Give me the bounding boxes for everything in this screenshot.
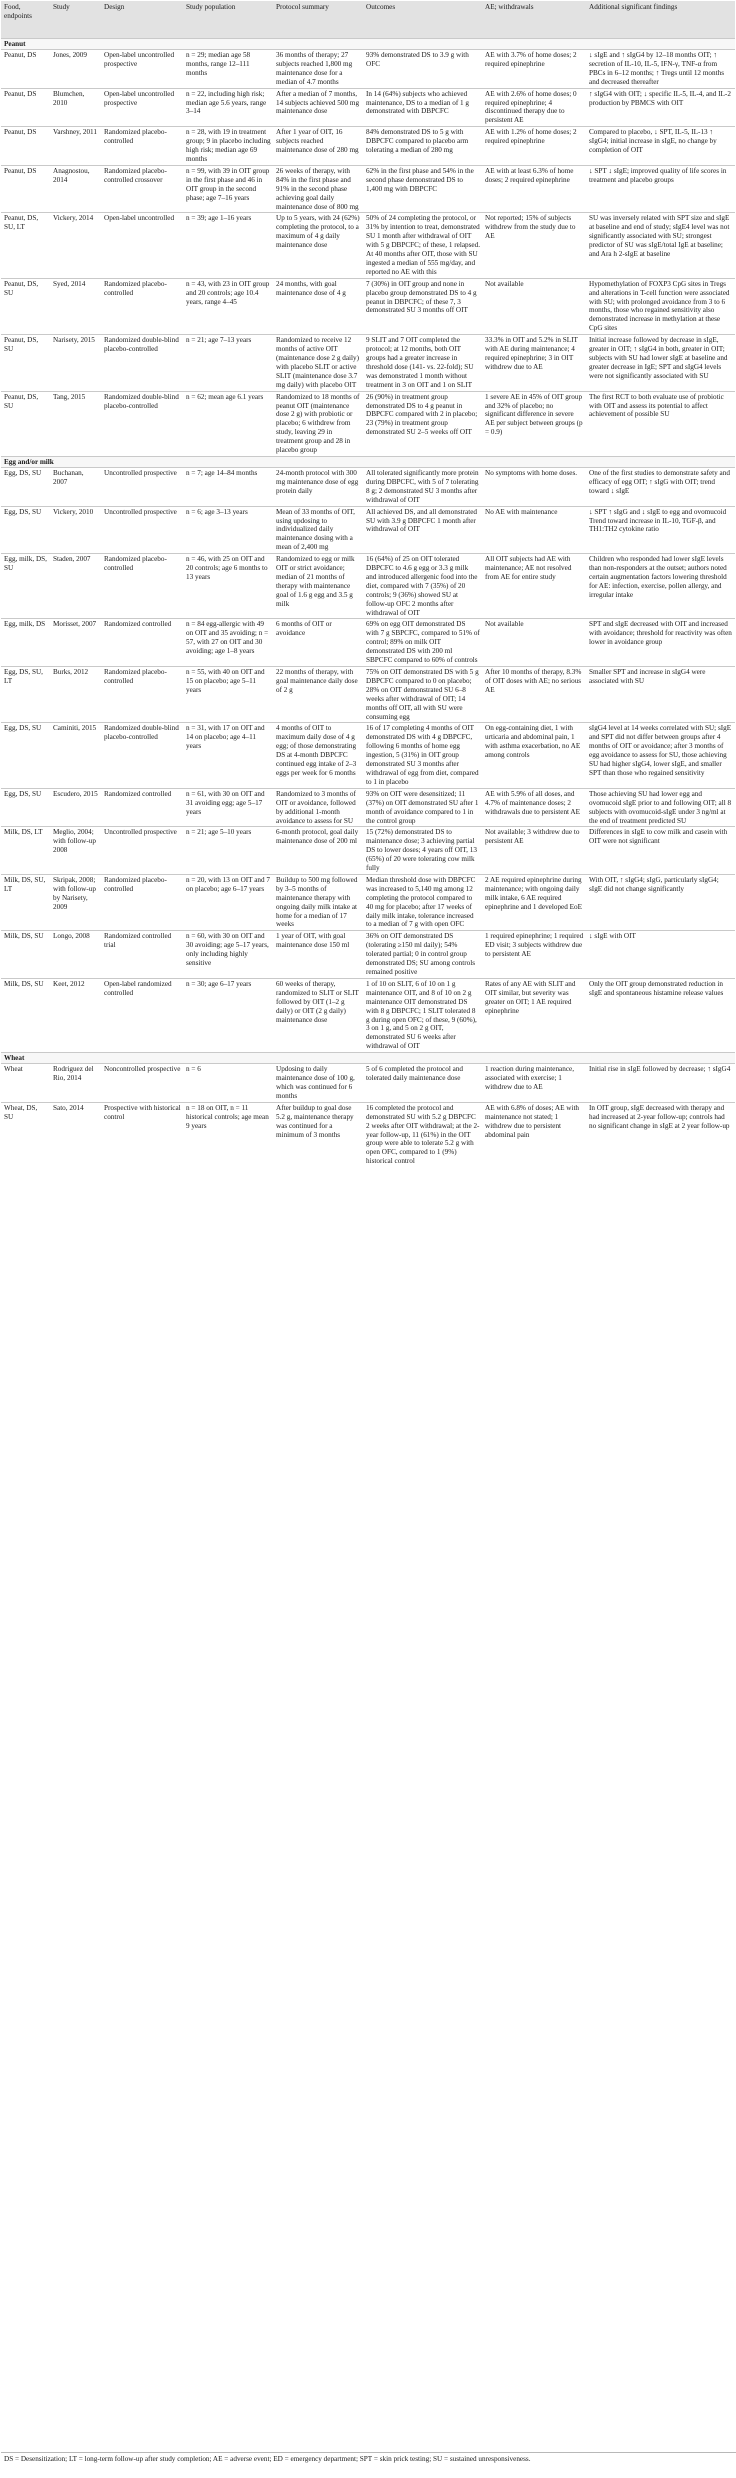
cell-study: Vickery, 2014	[50, 213, 101, 278]
cell-population: n = 99, with 39 in OIT group in the first phase and 46 in OIT group in the second phase; age 7–16 years	[183, 165, 273, 213]
cell-ae: On egg-containing diet, 1 with urticaria and abdominal pain, 1 with asthma exacerbation, no AE among controls	[482, 723, 586, 788]
cell-ae: 1 required epinephrine; 1 required ED visit; 3 subjects withdrew due to persistent AE	[482, 931, 586, 979]
header-ae: AE; withdrawals	[482, 1, 586, 39]
table-row	[1, 391, 735, 456]
cell-additional: Only the OIT group demonstrated reduction in sIgE and spontaneous histamine release values	[586, 978, 735, 1052]
cell-outcomes: 36% on OIT demonstrated DS (tolerating ≥150 ml daily); 54% tolerated partial; 0 in control group demonstrated DS; SU among controls remained positive	[363, 931, 482, 979]
cell-additional: With OIT, ↑ sIgG4; sIgG, particularly sIgG4; sIgE did not change significantly	[586, 874, 735, 930]
cell-ae: Not reported; 15% of subjects withdrew from the study due to AE	[482, 213, 586, 278]
table-row	[1, 467, 735, 506]
cell-protocol: 6 months of OIT or avoidance	[273, 619, 363, 667]
cell-outcomes: 5 of 6 completed the protocol and tolerated daily maintenance dose	[363, 1064, 482, 1103]
cell-study: Morisset, 2007	[50, 619, 101, 667]
table-row	[1, 723, 735, 788]
cell-design: Randomized controlled	[101, 788, 183, 827]
cell-protocol: 24 months, with goal maintenance dose of 4 g	[273, 278, 363, 334]
cell-additional: One of the first studies to demonstrate safety and efficacy of egg OIT; ↑ sIgG with OIT; trend toward ↓ sIgE	[586, 467, 735, 506]
cell-food: Egg, DS, SU	[1, 467, 50, 506]
cell-protocol: Randomized to receive 12 months of active OIT (maintenance dose 2 g daily) with placebo SLIT or active SLIT (maintenance dose 3.7 mg daily) with placebo OIT	[273, 335, 363, 391]
section-title: Egg and/or milk	[1, 456, 735, 467]
cell-population: n = 29; median age 58 months, range 12–111 months	[183, 50, 273, 89]
cell-additional: ↓ SPT ↓ sIgE; improved quality of life scores in treatment and placebo groups	[586, 165, 735, 213]
cell-protocol: Up to 5 years, with 24 (62%) completing the protocol, to a maximum of 4 g daily maintenance dose	[273, 213, 363, 278]
cell-protocol: Updosing to daily maintenance dose of 100 g, which was continued for 6 months	[273, 1064, 363, 1103]
cell-outcomes: 50% of 24 completing the protocol, or 31% by intention to treat, demonstrated SU 1 month after withdrawal of OIT with 5 g DBPCFC; of these, 1 relapsed. At 40 months after OIT, those with SU ingested a median of 555 mg/day, and reported no AE with this	[363, 213, 482, 278]
cell-food: Egg, DS, SU	[1, 506, 50, 554]
cell-additional: ↓ sIgE with OIT	[586, 931, 735, 979]
table-header	[1, 1, 735, 39]
cell-food: Milk, DS, LT	[1, 827, 50, 875]
section-header-row	[1, 1053, 735, 1064]
cell-additional: Compared to placebo, ↓ SPT, IL-5, IL-13 ↑ sIgG4; initial increase in sIgE, no change by completion of OIT	[586, 127, 735, 166]
cell-additional: Differences in sIgE to cow milk and casein with OIT were not significant	[586, 827, 735, 875]
cell-outcomes: 16 completed the protocol and demonstrated SU with 5.2 g DBPCFC 2 weeks after OIT withdrawal; at the 2-year follow-up, 11 (61%) in the OIT group were able to tolerate 5.2 g with open OFC, compared to 1 (9%) historical control	[363, 1102, 482, 1167]
cell-design: Randomized double-blind placebo-controlled	[101, 723, 183, 788]
cell-outcomes: 9 SLIT and 7 OIT completed the protocol; at 12 months, both OIT groups had a greater increase in threshold dose (141- vs. 22-fold); SU was demonstrated 1 month without treatment in 3 on OIT and 1 on SLIT	[363, 335, 482, 391]
cell-additional: The first RCT to both evaluate use of probiotic with OIT and assess its potential to affect achievement of possible SU	[586, 391, 735, 456]
cell-additional: In OIT group, sIgE decreased with therapy and had increased at 2-year follow-up; controls had no significant change in sIgE at 2 year follow-up	[586, 1102, 735, 1167]
cell-protocol: 36 months of therapy; 27 subjects reached 1,800 mg maintenance dose for a median of 4.7 months	[273, 50, 363, 89]
cell-population: n = 55, with 40 on OIT and 15 on placebo; age 5–11 years	[183, 667, 273, 723]
header-design: Design	[101, 1, 183, 39]
section-header-row	[1, 456, 735, 467]
cell-food: Peanut, DS, SU	[1, 391, 50, 456]
cell-additional: Initial increase followed by decrease in sIgE, greater in OIT; ↑ sIgG4 in both, greater in OIT; subjects with SU had lower sIgE at baseline and greater decrease in IgE; SPT and sIgG4 levels were not significantly associated with SU	[586, 335, 735, 391]
table-row	[1, 50, 735, 89]
cell-outcomes: Median threshold dose with DBPCFC was increased to 5,140 mg among 12 completing the protocol compared to 40 mg for placebo; after 17 weeks of daily milk intake, tolerance increased to a median of 7 g with open OFC	[363, 874, 482, 930]
table-row	[1, 165, 735, 213]
cell-outcomes: 69% on egg OIT demonstrated DS with 7 g SBPCFC, compared to 51% of control; 89% on milk OIT demonstrated DS with 200 ml SBPCFC compared to 60% of controls	[363, 619, 482, 667]
cell-protocol: 24-month protocol with 300 mg maintenance dose of egg protein daily	[273, 467, 363, 506]
cell-design: Uncontrolled prospective	[101, 827, 183, 875]
cell-outcomes: All achieved DS, and all demonstrated SU with 3.9 g DBPCFC 1 month after withdrawal of OIT	[363, 506, 482, 554]
cell-population: n = 20, with 13 on OIT and 7 on placebo; age 6–17 years	[183, 874, 273, 930]
cell-protocol: Mean of 33 months of OIT, using updosing to individualized daily maintenance dosing with a mean of 2,400 mg	[273, 506, 363, 554]
cell-additional: ↓ sIgE and ↑ sIgG4 by 12–18 months OIT; ↑ secretion of IL-10, IL-5, IFN-γ, TNF-α from PBCs in 6–12 months; ↑ Tregs until 12 months and decreased thereafter	[586, 50, 735, 89]
table-row	[1, 788, 735, 827]
table-row	[1, 88, 735, 127]
cell-study: Caminiti, 2015	[50, 723, 101, 788]
table-row	[1, 827, 735, 875]
cell-outcomes: 62% in the first phase and 54% in the second phase demonstrated DS to 1,400 mg with DBPCFC	[363, 165, 482, 213]
cell-ae: 1 severe AE in 45% of OIT group and 32% of placebo; no significant difference in severe AE per subject between groups (p = 0.9)	[482, 391, 586, 456]
cell-food: Peanut, DS, SU	[1, 335, 50, 391]
cell-protocol: Randomized to egg or milk OIT or strict avoidance; median of 21 months of therapy with maintenance goal of 1.6 g egg and 3.5 g milk	[273, 554, 363, 619]
table-footnote: DS = Desensitization; LT = long-term follow-up after study completion; AE = adverse event; ED = emergency department; SPT = skin prick testing; SU = sustained unresponsiveness.	[1, 2452, 736, 2464]
cell-study: Escudero, 2015	[50, 788, 101, 827]
cell-food: Milk, DS, SU	[1, 931, 50, 979]
cell-design: Noncontrolled prospective	[101, 1064, 183, 1103]
cell-food: Peanut, DS	[1, 50, 50, 89]
cell-protocol: Randomized to 18 months of peanut OIT (maintenance dose 2 g) with probiotic or placebo; 6 withdrew from study, leaving 29 in treatment group and 28 in placebo group	[273, 391, 363, 456]
cell-additional: SPT and sIgE decreased with OIT and increased with avoidance; threshold for reactivity was often lower in avoidance group	[586, 619, 735, 667]
cell-additional: Initial rise in sIgE followed by decrease; ↑ sIgG4	[586, 1064, 735, 1103]
cell-additional: Children who responded had lower sIgE levels than non-responders at the outset; authors noted certain augmentation factors lowering threshold for AE: infection, exercise, pollen allergy, and irregular intake	[586, 554, 735, 619]
oit-studies-table	[1, 1, 735, 1167]
cell-food: Milk, DS, SU	[1, 978, 50, 1052]
cell-population: n = 22, including high risk; median age 5.6 years, range 3–14	[183, 88, 273, 127]
header-outcomes: Outcomes	[363, 1, 482, 39]
table-row	[1, 506, 735, 554]
cell-food: Egg, milk, DS, SU	[1, 554, 50, 619]
cell-study: Sato, 2014	[50, 1102, 101, 1167]
table-row	[1, 213, 735, 278]
cell-design: Randomized placebo-controlled	[101, 874, 183, 930]
cell-design: Randomized placebo-controlled	[101, 667, 183, 723]
cell-outcomes: 15 (72%) demonstrated DS to maintenance dose; 3 achieving partial DS to lower doses; 4 years off OIT, 13 (65%) of 20 were tolerating cow milk fully	[363, 827, 482, 875]
cell-food: Peanut, DS, SU, LT	[1, 213, 50, 278]
cell-ae: 33.3% in OIT and 5.2% in SLIT with AE during maintenance; 4 required epinephrine; 3 in OIT withdrew due to AE	[482, 335, 586, 391]
cell-ae: AE with 2.6% of home doses; 0 required epinephrine; 4 discontinued therapy due to persistent AE	[482, 88, 586, 127]
cell-ae: 1 reaction during maintenance, associated with exercise; 1 withdrew due to AE	[482, 1064, 586, 1103]
cell-population: n = 60, with 30 on OIT and 30 avoiding; age 5–17 years, only including highly sensitive	[183, 931, 273, 979]
header-population: Study population	[183, 1, 273, 39]
cell-additional: Those achieving SU had lower egg and ovomucoid sIgE prior to and following OIT; all 8 subjects with ovomucoid-sIgE under 3 ng/ml at the end of treatment predicted SU	[586, 788, 735, 827]
header-study: Study	[50, 1, 101, 39]
cell-additional: ↑ sIgG4 with OIT; ↓ specific IL-5, IL-4, and IL-2 production by PBMCS with OIT	[586, 88, 735, 127]
cell-design: Randomized placebo-controlled	[101, 278, 183, 334]
cell-protocol: Randomized to 3 months of OIT or avoidance, followed by additional 1-month avoidance to assess for SU	[273, 788, 363, 827]
cell-additional: Hypomethylation of FOXP3 CpG sites in Tregs and alterations in T-cell function were associated with SU; with prolonged avoidance from 3 to 6 months, those who regained sensitivity also demonstrated increase in methylation at these CpG sites	[586, 278, 735, 334]
cell-study: Meglio, 2004; with follow-up 2008	[50, 827, 101, 875]
cell-protocol: 26 weeks of therapy, with 84% in the first phase and 91% in the second phase achieving goal daily maintenance dose of 800 mg	[273, 165, 363, 213]
cell-outcomes: 84% demonstrated DS to 5 g with DBPCFC compared to placebo arm tolerating a median of 280 mg	[363, 127, 482, 166]
table-row	[1, 335, 735, 391]
cell-ae: All OIT subjects had AE with maintenance; AE not resolved from AE for entire study	[482, 554, 586, 619]
cell-outcomes: 16 of 17 completing 4 months of OIT demonstrated DS with 4 g DBPCFC, following 6 months of home egg ingestion, 5 (31%) in OIT group demonstrated SU 3 months after withdrawal of egg from diet, compared to 1 in placebo	[363, 723, 482, 788]
cell-food: Wheat, DS, SU	[1, 1102, 50, 1167]
cell-study: Keet, 2012	[50, 978, 101, 1052]
cell-protocol: After 1 year of OIT, 16 subjects reached maintenance dose of 280 mg	[273, 127, 363, 166]
cell-population: n = 39; age 1–16 years	[183, 213, 273, 278]
cell-protocol: 22 months of therapy, with goal maintenance daily dose of 2 g	[273, 667, 363, 723]
cell-food: Egg, DS, SU, LT	[1, 667, 50, 723]
cell-population: n = 43, with 23 in OIT group and 20 controls; age 10.4 years, range 4–45	[183, 278, 273, 334]
cell-ae: Rates of any AE with SLIT and OIT similar, but severity was greater on OIT; 1 AE required epinephrine	[482, 978, 586, 1052]
cell-food: Peanut, DS	[1, 88, 50, 127]
cell-population: n = 46, with 25 on OIT and 20 controls; age 6 months to 13 years	[183, 554, 273, 619]
cell-population: n = 31, with 17 on OIT and 14 on placebo; age 4–11 years	[183, 723, 273, 788]
cell-ae: No symptoms with home doses.	[482, 467, 586, 506]
cell-study: Staden, 2007	[50, 554, 101, 619]
cell-ae: 2 AE required epinephrine during maintenance; with ongoing daily milk intake, 6 AE required epinephrine and 1 developed EoE	[482, 874, 586, 930]
table-row	[1, 554, 735, 619]
cell-design: Prospective with historical control	[101, 1102, 183, 1167]
cell-ae: AE with at least 6.3% of home doses; 2 required epinephrine	[482, 165, 586, 213]
cell-additional: ↓ SPT ↑ sIgG and ↓ sIgE to egg and ovomucoid Trend toward increase in IL-10, TGF-β, and TH1:TH2 cytokine ratio	[586, 506, 735, 554]
cell-food: Wheat	[1, 1064, 50, 1103]
header-food: Food, endpoints	[1, 1, 50, 39]
cell-ae: No AE with maintenance	[482, 506, 586, 554]
cell-ae: AE with 5.9% of all doses, and 4.7% of maintenance doses; 2 withdrawals due to persistent AE	[482, 788, 586, 827]
header-additional: Additional significant findings	[586, 1, 735, 39]
cell-design: Randomized controlled trial	[101, 931, 183, 979]
cell-food: Peanut, DS	[1, 127, 50, 166]
cell-study: Anagnostou, 2014	[50, 165, 101, 213]
cell-population: n = 6	[183, 1064, 273, 1103]
cell-outcomes: 93% on OIT were desensitized; 11 (37%) on OIT demonstrated SU after 1 month of avoidance compared to 1 in the control group	[363, 788, 482, 827]
cell-ae: AE with 1.2% of home doses; 2 required epinephrine	[482, 127, 586, 166]
cell-outcomes: 75% on OIT demonstrated DS with 5 g DBPCFC compared to 0 on placebo; 28% on OIT demonstrated SU 6–8 weeks after withdrawal of OIT; 14 months off OIT, all with SU were consuming egg	[363, 667, 482, 723]
cell-outcomes: 93% demonstrated DS to 3.9 g with OFC	[363, 50, 482, 89]
cell-population: n = 21; age 5–10 years	[183, 827, 273, 875]
cell-protocol: After buildup to goal dose 5.2 g, maintenance therapy was continued for a minimum of 3 months	[273, 1102, 363, 1167]
cell-design: Randomized double-blind placebo-controlled	[101, 335, 183, 391]
table-row	[1, 931, 735, 979]
cell-protocol: After a median of 7 months, 14 subjects achieved 500 mg maintenance dose	[273, 88, 363, 127]
cell-study: Narisety, 2015	[50, 335, 101, 391]
cell-population: n = 61, with 30 on OIT and 31 avoiding egg; age 5–17 years	[183, 788, 273, 827]
cell-study: Rodriguez del Rio, 2014	[50, 1064, 101, 1103]
table-row	[1, 667, 735, 723]
cell-design: Open-label uncontrolled prospective	[101, 88, 183, 127]
cell-design: Open-label randomized controlled	[101, 978, 183, 1052]
cell-design: Randomized placebo-controlled	[101, 127, 183, 166]
cell-food: Peanut, DS, SU	[1, 278, 50, 334]
cell-additional: sIgG4 level at 14 weeks correlated with SU; sIgE and SPT did not differ between groups after 4 months of OIT or avoidance; after 3 months of egg avoidance to assess for SU, those achieving SU had higher sIgG4, lower sIgE, and smaller SPT than those who regained sensitivity	[586, 723, 735, 788]
cell-design: Uncontrolled prospective	[101, 506, 183, 554]
cell-protocol: 1 year of OIT, with goal maintenance dose 150 ml	[273, 931, 363, 979]
cell-design: Open-label uncontrolled	[101, 213, 183, 278]
section-title: Peanut	[1, 39, 735, 50]
header-row	[1, 1, 735, 39]
cell-study: Skripak, 2008; with follow-up by Narisety, 2009	[50, 874, 101, 930]
cell-study: Blumchen, 2010	[50, 88, 101, 127]
table-row	[1, 127, 735, 166]
cell-outcomes: 16 (64%) of 25 on OIT tolerated DBPCFC to 4.6 g egg or 3.3 g milk and introduced allergenic food into the diet, compared with 7 (35%) of 20 controls; 9 (36%) showed SU at follow-up OFC 2 months after withdrawal of OIT	[363, 554, 482, 619]
cell-population: n = 28, with 19 in treatment group; 9 in placebo including high risk; median age 69 months	[183, 127, 273, 166]
cell-outcomes: In 14 (64%) subjects who achieved maintenance, DS to a median of 1 g demonstrated with DBPCFC	[363, 88, 482, 127]
table-row	[1, 1064, 735, 1103]
cell-ae: AE with 6.8% of doses; AE with maintenance not stated; 1 withdrew due to persistent abdominal pain	[482, 1102, 586, 1167]
cell-study: Burks, 2012	[50, 667, 101, 723]
cell-ae: After 10 months of therapy, 8.3% of OIT doses with AE; no serious AE	[482, 667, 586, 723]
cell-ae: Not available; 3 withdrew due to persistent AE	[482, 827, 586, 875]
cell-outcomes: 7 (30%) in OIT group and none in placebo group demonstrated DS to 4 g peanut in DBPCFC; of these 7, 3 demonstrated SU 3 months off OIT	[363, 278, 482, 334]
section-title: Wheat	[1, 1053, 735, 1064]
cell-protocol: 60 weeks of therapy, randomized to SLIT or SLIT followed by OIT (1–2 g daily) or OIT (2 g daily) maintenance dose	[273, 978, 363, 1052]
cell-protocol: 4 months of OIT to maximum daily dose of 4 g egg; of those demonstrating DS at 4-month DBPCFC continued egg intake of 2–3 eggs per week for 6 months	[273, 723, 363, 788]
cell-population: n = 21; age 7–13 years	[183, 335, 273, 391]
table-row	[1, 278, 735, 334]
cell-food: Egg, DS, SU	[1, 723, 50, 788]
cell-ae: Not available	[482, 619, 586, 667]
cell-population: n = 62; mean age 6.1 years	[183, 391, 273, 456]
cell-population: n = 18 on OIT, n = 11 historical controls; age mean 9 years	[183, 1102, 273, 1167]
table-row	[1, 874, 735, 930]
cell-outcomes: 26 (90%) in treatment group demonstrated DS to 4 g peanut in DBPCFC compared with 2 in placebo; 23 (79%) in treatment group demonstrated SU 2–5 weeks off OIT	[363, 391, 482, 456]
cell-additional: Smaller SPT and increase in sIgG4 were associated with SU	[586, 667, 735, 723]
cell-population: n = 84 egg-allergic with 49 on OIT and 35 avoiding; n = 57, with 27 on OIT and 30 avoiding; age 1–8 years	[183, 619, 273, 667]
cell-food: Egg, DS, SU	[1, 788, 50, 827]
cell-protocol: 6-month protocol, goal daily maintenance dose of 200 ml	[273, 827, 363, 875]
cell-outcomes: All tolerated significantly more protein during DBPCFC, with 5 of 7 tolerating 8 g; 2 demonstrated SU 3 months after withdrawal of OIT	[363, 467, 482, 506]
cell-food: Milk, DS, SU, LT	[1, 874, 50, 930]
cell-design: Randomized placebo-controlled	[101, 554, 183, 619]
cell-ae: AE with 3.7% of home doses; 2 required epinephrine	[482, 50, 586, 89]
header-protocol: Protocol summary	[273, 1, 363, 39]
cell-design: Randomized controlled	[101, 619, 183, 667]
cell-study: Longo, 2008	[50, 931, 101, 979]
cell-ae: Not available	[482, 278, 586, 334]
cell-study: Varshney, 2011	[50, 127, 101, 166]
cell-design: Randomized double-blind placebo-controlled	[101, 391, 183, 456]
cell-study: Tang, 2015	[50, 391, 101, 456]
cell-food: Peanut, DS	[1, 165, 50, 213]
cell-outcomes: 1 of 10 on SLIT, 6 of 10 on 1 g maintenance OIT, and 8 of 10 on 2 g maintenance OIT demonstrated DS with 8 g DBPCFC; 1 SLIT tolerated 8 g during open OFC; of these, 9 (60%), 3 on 1 g, and 5 on 2 g OIT, demonstrated SU 6 weeks after withdrawal of OIT	[363, 978, 482, 1052]
cell-study: Jones, 2009	[50, 50, 101, 89]
cell-population: n = 7; age 14–84 months	[183, 467, 273, 506]
cell-additional: SU was inversely related with SPT size and sIgE at baseline and end of study; sIgE4 level was not significantly associated with SU; strongest predictor of SU was sIgE/total IgE at baseline; and Ara h 2-sIgE at baseline	[586, 213, 735, 278]
cell-study: Buchanan, 2007	[50, 467, 101, 506]
section-header-row	[1, 39, 735, 50]
table-body	[1, 39, 735, 1168]
cell-food: Egg, milk, DS	[1, 619, 50, 667]
cell-population: n = 30; age 6–17 years	[183, 978, 273, 1052]
table-row	[1, 619, 735, 667]
table-row	[1, 1102, 735, 1167]
cell-study: Syed, 2014	[50, 278, 101, 334]
cell-population: n = 6; age 3–13 years	[183, 506, 273, 554]
table-row	[1, 978, 735, 1052]
cell-design: Open-label uncontrolled prospective	[101, 50, 183, 89]
cell-protocol: Buildup to 500 mg followed by 3–5 months of maintenance therapy with ongoing daily milk intake at home for a median of 17 weeks	[273, 874, 363, 930]
cell-design: Uncontrolled prospective	[101, 467, 183, 506]
cell-design: Randomized placebo-controlled crossover	[101, 165, 183, 213]
cell-study: Vickery, 2010	[50, 506, 101, 554]
